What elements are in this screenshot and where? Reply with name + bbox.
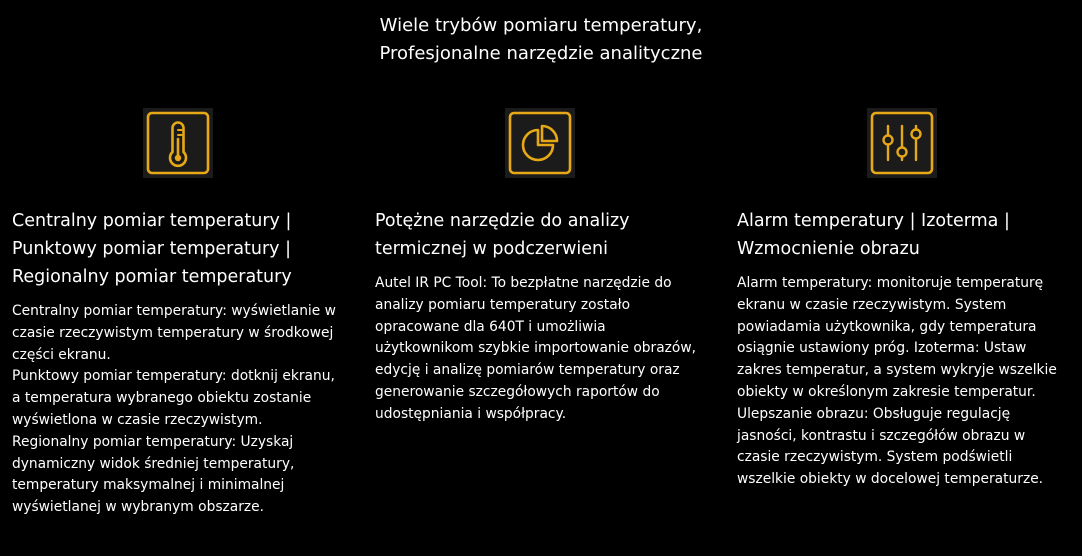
- feature-title: [737, 207, 1082, 263]
- feature-title-line: Potężne narzędzie do analizy: [375, 211, 630, 231]
- feature-description-line: Autel IR PC Tool: To bezpłatne narzędzie do: [375, 275, 672, 291]
- feature-description-line: dynamiczny widok średniej temperatury,: [12, 455, 295, 472]
- feature-description-line: czasie rzeczywistym temperatury w środkowej: [12, 324, 334, 341]
- feature-description-line: powiadamia użytkownika, gdy temperatura: [737, 318, 1037, 335]
- feature-title-line: Punktowy pomiar temperatury |: [12, 239, 292, 259]
- header-line-1: Wiele trybów pomiaru temperatury,: [379, 15, 703, 36]
- feature-description-line: wszelkie obiekty w docelowej temperaturze.: [737, 471, 1044, 488]
- feature-description: [375, 273, 720, 426]
- pie-chart-icon: [505, 108, 575, 178]
- feature-description-line: a temperatura wybranego obiektu zostanie: [12, 390, 312, 407]
- feature-description-line: części ekranu.: [12, 346, 111, 363]
- feature-description-line: analizy pomiaru temperatury zostało: [375, 296, 631, 313]
- feature-description: [737, 273, 1082, 491]
- feature-description-line: jasności, kontrastu i szczegółów obrazu w: [737, 427, 1026, 444]
- feature-description-line: wyświetlona w czasie rzeczywistym.: [12, 411, 263, 428]
- feature-title-line: Alarm temperatury | Izoterma |: [737, 211, 1010, 231]
- feature-description-line: Punktowy pomiar temperatury: dotknij ekranu,: [12, 368, 335, 385]
- feature-description-line: ekranu w czasie rzeczywistym. System: [737, 296, 1007, 313]
- feature-description-line: zakres temperatur, a system wykryje wszelkie: [737, 362, 1057, 379]
- sliders-icon: [867, 108, 937, 178]
- feature-description-line: udostępniania i współpracy.: [375, 405, 567, 422]
- feature-title: [12, 207, 357, 291]
- feature-description-line: osiągnie ustawiony próg. Izoterma: Ustaw: [737, 340, 1027, 357]
- feature-description-line: Ulepszanie obrazu: Obsługuje regulację: [737, 405, 1011, 422]
- section-header: [0, 12, 1082, 68]
- feature-description-line: użytkownikom szybkie importowanie obrazów,: [375, 340, 697, 357]
- feature-description-line: Centralny pomiar temperatury: wyświetlanie w: [12, 303, 336, 319]
- feature-description: [12, 301, 357, 519]
- thermometer-icon: [143, 108, 213, 178]
- feature-description-line: Regionalny pomiar temperatury: Uzyskaj: [12, 433, 294, 450]
- feature-title-line: Regionalny pomiar temperatury: [12, 267, 292, 287]
- feature-description-line: opracowane dla 640T i umożliwia: [375, 318, 606, 335]
- feature-description-line: generowanie szczegółowych raportów do: [375, 383, 660, 400]
- feature-description-line: obiekty w określonym zakresie temperatur.: [737, 383, 1036, 400]
- feature-description-line: wyświetlanej w wybranym obszarze.: [12, 499, 265, 516]
- feature-title-line: Centralny pomiar temperatury |: [12, 211, 292, 231]
- feature-description-line: temperatury maksymalnej i minimalnej: [12, 477, 285, 494]
- header-line-2: Profesjonalne narzędzie analityczne: [379, 43, 703, 64]
- feature-description-line: edycję i analizę pomiarów temperatury oraz: [375, 362, 680, 379]
- feature-title-line: Wzmocnienie obrazu: [737, 239, 920, 259]
- feature-description-line: czasie rzeczywistym. System podświetli: [737, 449, 1013, 466]
- feature-title: [375, 207, 720, 263]
- feature-description-line: Alarm temperatury: monitoruje temperaturę: [737, 275, 1044, 291]
- feature-title-line: termicznej w podczerwieni: [375, 239, 608, 259]
